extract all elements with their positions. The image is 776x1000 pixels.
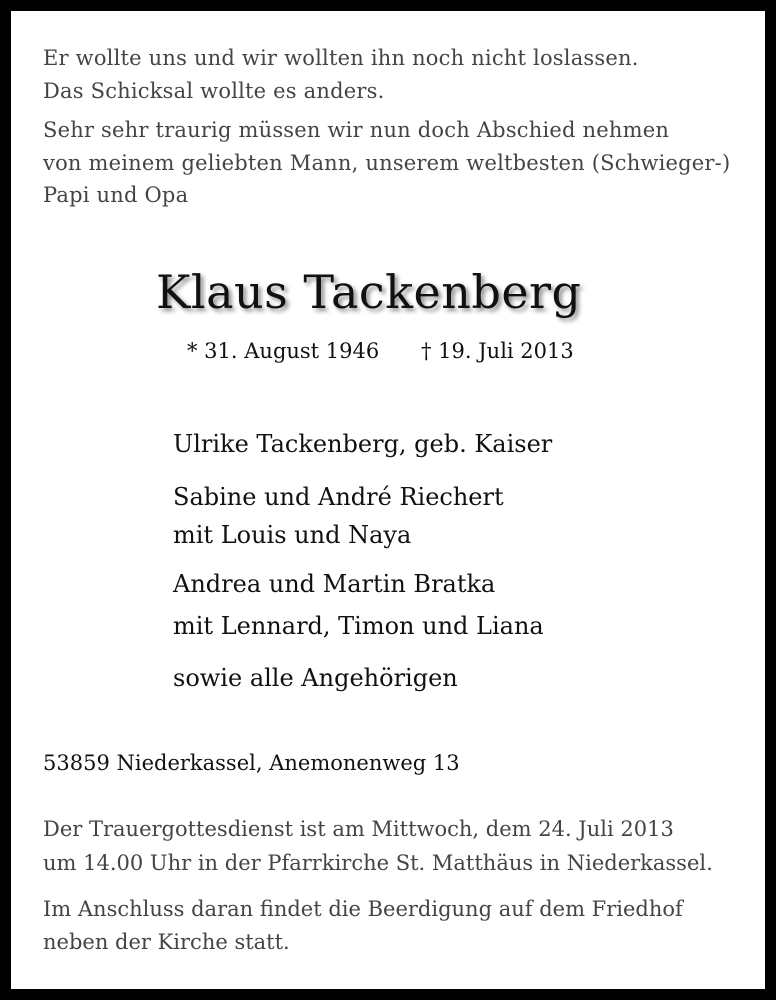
mourner-line-4: Andrea und Martin Bratka — [173, 570, 496, 598]
intro-line-2: Das Schicksal wollte es anders. — [43, 79, 385, 103]
intro-line-3: Sehr sehr traurig müssen wir nun doch Abschied nehmen — [43, 118, 670, 142]
mourner-line-1: Ulrike Tackenberg, geb. Kaiser — [173, 430, 553, 458]
service-line-2: um 14.00 Uhr in der Pfarrkirche St. Matthäus in Niederkassel. — [43, 851, 713, 875]
service-line-1: Der Trauergottesdienst ist am Mittwoch, dem 24. Juli 2013 — [43, 817, 674, 841]
intro-line-4: von meinem geliebten Mann, unserem weltbesten (Schwieger-) — [43, 151, 731, 175]
mourner-line-3: mit Louis und Naya — [173, 521, 412, 549]
birth-date: * 31. August 1946 — [187, 339, 380, 363]
deceased-name: Klaus Tackenberg — [156, 265, 582, 319]
intro-line-1: Er wollte uns und wir wollten ihn noch nicht loslassen. — [43, 46, 639, 70]
service-line-4: neben der Kirche statt. — [43, 930, 290, 954]
death-date: † 19. Juli 2013 — [421, 339, 574, 363]
intro-line-5: Papi und Opa — [43, 183, 189, 207]
address: 53859 Niederkassel, Anemonenweg 13 — [43, 751, 460, 775]
mourner-line-2: Sabine und André Riechert — [173, 483, 504, 511]
service-line-3: Im Anschluss daran findet die Beerdigung auf dem Friedhof — [43, 897, 683, 921]
mourner-line-5: mit Lennard, Timon und Liana — [173, 612, 544, 640]
mourner-line-6: sowie alle Angehörigen — [173, 664, 458, 692]
